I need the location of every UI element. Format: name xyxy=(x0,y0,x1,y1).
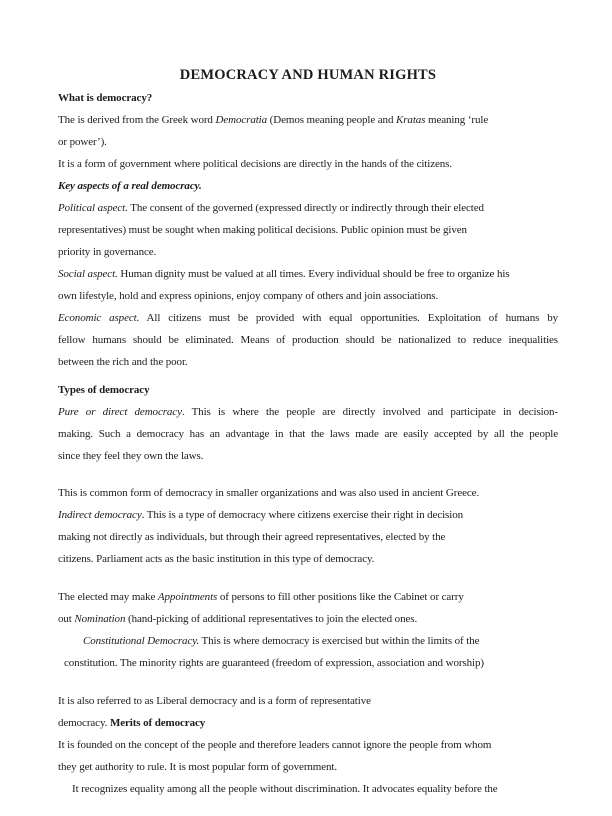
text-run: Democratia xyxy=(215,114,268,126)
text-line xyxy=(58,307,558,329)
text-line xyxy=(58,712,558,734)
text-run: Key aspects of a real democracy. xyxy=(58,180,202,192)
document-title: DEMOCRACY AND HUMAN RIGHTS xyxy=(179,67,437,83)
text-run: Kratas xyxy=(396,114,426,126)
text-run: All citizens must be provided with equal opportunities. Exploitation of humans by xyxy=(139,312,558,324)
text-run: The is derived from the Greek word xyxy=(58,114,216,126)
text-line xyxy=(58,351,558,373)
text-run: Human dignity must be valued at all times. Every individual should be free to organize his xyxy=(117,268,510,280)
text-run: What is democracy? xyxy=(58,92,153,104)
text-line xyxy=(58,734,558,756)
text-run: Economic aspect. xyxy=(58,312,140,324)
text-run: Nomination xyxy=(74,613,126,625)
text-run: of persons to fill other positions like the Cabinet or carry xyxy=(217,591,464,603)
text-line xyxy=(58,548,558,570)
text-line xyxy=(58,263,558,285)
text-line xyxy=(58,756,558,778)
text-line xyxy=(58,401,558,423)
text-line xyxy=(58,652,558,674)
text-run: making. Such a democracy has an advantage in that the laws made are easily accepted by all the people xyxy=(58,428,558,440)
text-run: The consent of the governed (expressed directly or indirectly through their elected xyxy=(127,202,484,214)
text-run: It is founded on the concept of the people and therefore leaders cannot ignore the people from whom xyxy=(58,739,492,751)
text-line xyxy=(58,87,558,109)
text-run: or power’). xyxy=(58,136,107,148)
text-line xyxy=(58,153,558,175)
text-line xyxy=(58,131,558,153)
text-line xyxy=(58,197,558,219)
text-run: Types of democracy xyxy=(58,384,150,396)
text-line xyxy=(58,630,558,652)
text-line xyxy=(58,504,558,526)
text-line xyxy=(58,379,558,401)
text-run: Political aspect. xyxy=(58,202,128,214)
text-run: priority in governance. xyxy=(58,246,157,258)
text-run: The elected may make xyxy=(58,591,158,603)
text-run: Pure or direct democracy xyxy=(58,406,182,418)
text-run: It recognizes equality among all the people without discrimination. It advocates equality before the xyxy=(72,783,498,795)
text-run: own lifestyle, hold and express opinions, enjoy company of others and join associations. xyxy=(58,290,439,302)
text-line xyxy=(58,445,558,467)
text-line xyxy=(58,109,558,131)
text-run: Constitutional Democracy. xyxy=(83,635,200,647)
text-run: since they feel they own the laws. xyxy=(58,450,204,462)
text-run: (Demos meaning people and xyxy=(267,114,396,126)
text-line xyxy=(58,690,558,712)
document-content xyxy=(58,63,558,800)
text-run: This is common form of democracy in smaller organizations and was also used in ancient Greece. xyxy=(58,487,480,499)
text-line xyxy=(58,285,558,307)
text-run: (hand-picking of additional representatives to join the elected ones. xyxy=(125,613,418,625)
text-run: between the rich and the poor. xyxy=(58,356,188,368)
text-run: representatives) must be sought when making political decisions. Public opinion must be given xyxy=(58,224,467,236)
text-run: Indirect democracy xyxy=(58,509,142,521)
text-run: It is a form of government where political decisions are directly in the hands of the citizens. xyxy=(58,158,453,170)
text-run: they get authority to rule. It is most popular form of government. xyxy=(58,761,338,773)
text-line xyxy=(58,482,558,504)
text-run: It is also referred to as Liberal democracy and is a form of representative xyxy=(58,695,371,707)
text-line xyxy=(58,175,558,197)
text-line xyxy=(58,219,558,241)
text-run: This is where democracy is exercised but within the limits of the xyxy=(199,635,480,647)
text-run: constitution. The minority rights are guaranteed (freedom of expression, association and worship) xyxy=(64,657,484,669)
text-run: making not directly as individuals, but through their agreed representatives, elected by the xyxy=(58,531,446,543)
text-line xyxy=(58,608,558,630)
text-line xyxy=(58,329,558,351)
text-line xyxy=(58,586,558,608)
text-line xyxy=(58,241,558,263)
text-run: fellow humans should be eliminated. Means of production should be nationalized to reduce inequalities xyxy=(58,334,558,346)
text-run: meaning ‘rule xyxy=(425,114,489,126)
text-run: Appointments xyxy=(157,591,218,603)
text-run: Merits of democracy xyxy=(109,717,206,729)
text-line xyxy=(58,526,558,548)
text-run: citizens. Parliament acts as the basic institution in this type of democracy. xyxy=(58,553,375,565)
text-run: democracy. xyxy=(58,717,110,729)
text-run: out xyxy=(58,613,75,625)
text-line xyxy=(58,423,558,445)
text-run: . This is where the people are directly involved and participate in decision- xyxy=(181,406,558,418)
document-body xyxy=(58,87,558,800)
text-line xyxy=(58,778,558,800)
text-run: Social aspect. xyxy=(58,268,118,280)
text-run: . This is a type of democracy where citizens exercise their right in decision xyxy=(141,509,463,521)
